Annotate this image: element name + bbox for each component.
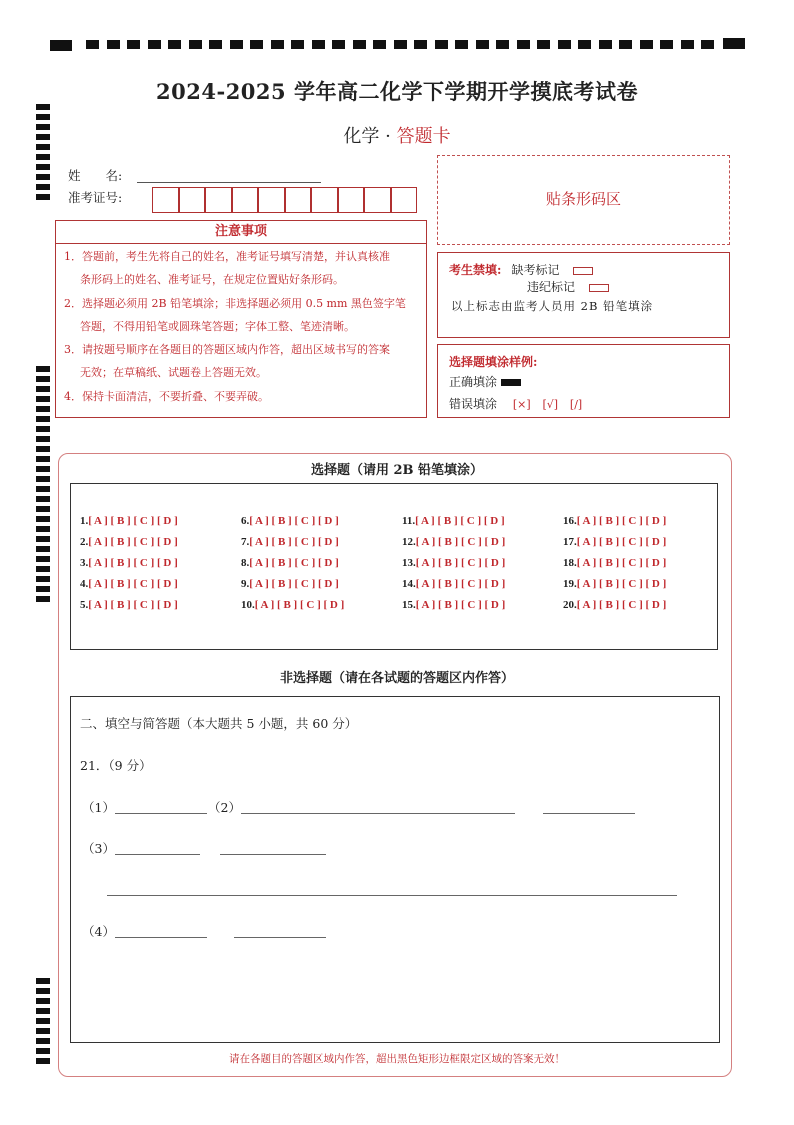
answer-bubbles[interactable]: [ A ] [ B ] [ C ] [ D ] <box>249 536 339 548</box>
timing-mark <box>36 164 50 170</box>
timing-mark <box>36 586 50 592</box>
filled-sample-icon <box>501 379 521 386</box>
question-number: 15. <box>402 599 416 611</box>
timing-mark <box>517 40 530 49</box>
nonchoice-heading: 非选择题（请在各试题的答题区内作答） <box>279 671 514 686</box>
choice-question[interactable] <box>563 578 666 590</box>
timing-mark <box>455 40 468 49</box>
timing-mark <box>36 446 50 452</box>
timing-mark <box>36 998 50 1004</box>
notice-item <box>64 338 420 384</box>
question-number: 3. <box>80 557 89 569</box>
question-number: 14. <box>402 578 416 590</box>
part-1-label: （1） <box>82 800 115 815</box>
answer-bubbles[interactable]: [ A ] [ B ] [ C ] [ D ] <box>88 536 178 548</box>
timing-mark <box>36 596 50 602</box>
id-digit-box[interactable] <box>152 187 179 213</box>
sample-title: 选择题填涂样例: <box>449 355 538 369</box>
answer-line-4a[interactable] <box>115 937 207 938</box>
answer-bubbles[interactable]: [ A ] [ B ] [ C ] [ D ] <box>415 515 505 527</box>
id-digit-box[interactable] <box>285 187 312 213</box>
choice-question[interactable] <box>80 599 178 611</box>
footer-warning: 请在各题目的答题区域内作答，超出黑色矩形边框限定区域的答案无效！ <box>229 1053 565 1065</box>
choice-question[interactable] <box>563 557 666 569</box>
notice-text: 2．选择题必须用 2B 铅笔填涂；非选择题必须用 0.5 mm 黑色签字笔 <box>64 296 406 310</box>
question-number: 16. <box>563 515 577 527</box>
card-label: 答题卡 <box>396 126 451 147</box>
timing-mark <box>36 566 50 572</box>
timing-mark <box>189 40 202 49</box>
choice-question[interactable] <box>402 557 505 569</box>
forbidden-note: 以上标志由监考人员用 2B 铅笔填涂 <box>451 299 654 313</box>
timing-mark <box>271 40 284 49</box>
id-digit-box[interactable] <box>364 187 391 213</box>
timing-mark <box>394 40 407 49</box>
wrong-mark-check: [√] <box>542 398 559 411</box>
answer-bubbles[interactable]: [ A ] [ B ] [ C ] [ D ] <box>254 599 345 611</box>
timing-mark <box>353 40 366 49</box>
timing-mark <box>660 40 673 49</box>
timing-mark <box>36 576 50 582</box>
timing-mark <box>36 376 50 382</box>
timing-mark <box>36 988 50 994</box>
answer-line-3c[interactable] <box>107 895 677 896</box>
timing-mark <box>36 184 50 190</box>
question-number: 13. <box>402 557 416 569</box>
choice-question[interactable] <box>241 578 339 590</box>
timing-mark <box>435 40 448 49</box>
wrong-mark-slash: [/] <box>569 398 583 411</box>
name-field[interactable] <box>137 182 321 183</box>
part-4-label: （4） <box>82 924 115 939</box>
question-number: 20. <box>563 599 577 611</box>
question-number: 18. <box>563 557 577 569</box>
timing-mark <box>640 40 653 49</box>
question-number: 7. <box>241 536 250 548</box>
answer-bubbles[interactable]: [ A ] [ B ] [ C ] [ D ] <box>576 557 667 569</box>
timing-mark <box>50 40 72 51</box>
choice-question[interactable] <box>563 536 666 548</box>
id-digit-box[interactable] <box>311 187 338 213</box>
timing-mark <box>148 40 161 49</box>
answer-line-4b[interactable] <box>234 937 326 938</box>
id-label: 准考证号: <box>68 190 123 205</box>
timing-mark <box>681 40 694 49</box>
choice-question[interactable] <box>80 557 178 569</box>
choice-question[interactable] <box>241 599 344 611</box>
subject-label: 化学 · <box>343 126 397 147</box>
sample-box <box>437 344 730 418</box>
timing-mark <box>209 40 222 49</box>
answer-bubbles[interactable]: [ A ] [ B ] [ C ] [ D ] <box>88 578 178 590</box>
question-number: 8. <box>241 557 250 569</box>
timing-mark <box>723 38 745 49</box>
answer-line-3b[interactable] <box>220 854 326 855</box>
id-digit-box[interactable] <box>391 187 418 213</box>
timing-mark <box>36 556 50 562</box>
timing-mark <box>127 40 140 49</box>
section-title: 二、填空与简答题（本大题共 5 小题，共 60 分） <box>80 716 358 731</box>
timing-mark <box>36 416 50 422</box>
answer-bubbles[interactable]: [ A ] [ B ] [ C ] [ D ] <box>415 578 506 590</box>
timing-mark <box>414 40 427 49</box>
answer-bubbles[interactable]: [ A ] [ B ] [ C ] [ D ] <box>576 599 667 611</box>
choice-question[interactable] <box>80 515 178 527</box>
choice-heading: 选择题（请用 2B 铅笔填涂） <box>310 463 484 478</box>
timing-mark <box>36 1028 50 1034</box>
choice-question[interactable] <box>402 515 505 527</box>
timing-mark <box>36 436 50 442</box>
answer-line-3a[interactable] <box>115 854 200 855</box>
timing-mark <box>36 1008 50 1014</box>
timing-mark <box>701 40 714 49</box>
id-digit-box[interactable] <box>179 187 206 213</box>
question-number: 6. <box>241 515 250 527</box>
notice-title: 注意事项 <box>56 221 426 244</box>
answer-line-1[interactable] <box>115 813 207 814</box>
timing-mark <box>36 386 50 392</box>
timing-mark <box>36 114 50 120</box>
timing-mark <box>36 1018 50 1024</box>
choice-question[interactable] <box>241 536 339 548</box>
answer-line-2b[interactable] <box>543 813 635 814</box>
timing-mark <box>36 366 50 372</box>
timing-mark <box>36 516 50 522</box>
part-3-label: （3） <box>82 841 115 856</box>
timing-mark <box>36 154 50 160</box>
choice-question[interactable] <box>241 557 339 569</box>
question-number: 10. <box>241 599 255 611</box>
forbidden-label: 考生禁填: <box>449 263 502 277</box>
name-label: 姓 名: <box>68 168 123 183</box>
timing-mark <box>36 978 50 984</box>
timing-mark <box>36 506 50 512</box>
choice-question[interactable] <box>80 578 178 590</box>
timing-mark <box>373 40 386 49</box>
choice-question[interactable] <box>241 515 339 527</box>
answer-bubbles[interactable]: [ A ] [ B ] [ C ] [ D ] <box>88 599 178 611</box>
question-number: 5. <box>80 599 89 611</box>
timing-mark <box>619 40 632 49</box>
timing-mark <box>291 40 304 49</box>
notice-text: 1．答题前，考生先将自己的姓名，准考证号填写清楚，并认真核准 <box>64 250 390 263</box>
forbidden-box <box>437 252 730 338</box>
id-digit-box[interactable] <box>338 187 365 213</box>
answer-bubbles[interactable]: [ A ] [ B ] [ C ] [ D ] <box>249 578 339 590</box>
answer-bubbles[interactable]: [ A ] [ B ] [ C ] [ D ] <box>576 536 667 548</box>
answer-bubbles[interactable]: [ A ] [ B ] [ C ] [ D ] <box>576 578 667 590</box>
timing-mark <box>36 546 50 552</box>
wrong-mark-x: [×] <box>512 398 531 411</box>
answer-bubbles[interactable]: [ A ] [ B ] [ C ] [ D ] <box>576 515 667 527</box>
part-2-label: （2） <box>208 800 241 815</box>
question-number: 2. <box>80 536 89 548</box>
timing-mark <box>36 426 50 432</box>
notice-text: 无效；在草稿纸、试题卷上答题无效。 <box>80 366 267 379</box>
timing-mark <box>250 40 263 49</box>
timing-mark <box>476 40 489 49</box>
answer-bubbles[interactable]: [ A ] [ B ] [ C ] [ D ] <box>249 515 339 527</box>
timing-mark <box>332 40 345 49</box>
answer-line-2a[interactable] <box>241 813 515 814</box>
timing-mark <box>36 526 50 532</box>
id-digit-box[interactable] <box>232 187 259 213</box>
notice-item <box>64 385 420 408</box>
timing-mark <box>36 174 50 180</box>
nonchoice-box <box>70 696 720 1043</box>
question-21: 21．（9 分） <box>80 758 152 773</box>
timing-mark <box>558 40 571 49</box>
choice-question[interactable] <box>402 578 505 590</box>
answer-bubbles[interactable]: [ A ] [ B ] [ C ] [ D ] <box>415 536 506 548</box>
notice-text: 答题，不得用铅笔或圆珠笔答题；字体工整、笔迹清晰。 <box>80 319 355 333</box>
timing-mark <box>168 40 181 49</box>
timing-mark <box>496 40 509 49</box>
card-subtitle <box>0 122 794 148</box>
timing-mark <box>36 194 50 200</box>
answer-bubbles[interactable]: [ A ] [ B ] [ C ] [ D ] <box>415 599 506 611</box>
timing-mark <box>36 496 50 502</box>
answer-bubbles[interactable]: [ A ] [ B ] [ C ] [ D ] <box>415 557 506 569</box>
notice-text: 3．请按题号顺序在各题目的答题区域内作答，超出区域书写的答案 <box>64 343 390 356</box>
barcode-area: 贴条形码区 <box>437 155 730 245</box>
timing-mark <box>537 40 550 49</box>
notice-item <box>64 245 420 291</box>
answer-bubbles[interactable]: [ A ] [ B ] [ C ] [ D ] <box>88 515 178 527</box>
id-digit-box[interactable] <box>205 187 232 213</box>
choice-question[interactable] <box>563 515 666 527</box>
timing-mark <box>86 40 99 49</box>
exam-title: 2024-2025 学年高二化学下学期开学摸底考试卷 <box>156 79 638 104</box>
id-digit-box[interactable] <box>258 187 285 213</box>
timing-mark <box>230 40 243 49</box>
choice-question[interactable] <box>402 536 505 548</box>
notice-item <box>64 292 420 338</box>
timing-mark <box>312 40 325 49</box>
timing-mark <box>36 486 50 492</box>
question-number: 9. <box>241 578 250 590</box>
question-number: 4. <box>80 578 89 590</box>
question-number: 19. <box>563 578 577 590</box>
timing-mark <box>578 40 591 49</box>
choice-question[interactable] <box>402 599 505 611</box>
question-number: 11. <box>402 515 416 527</box>
question-number: 12. <box>402 536 416 548</box>
correct-label: 正确填涂 <box>449 375 498 389</box>
violation-label: 违纪标记 <box>527 280 576 294</box>
notice-box <box>55 220 427 418</box>
notice-text: 4．保持卡面清洁，不要折叠、不要弄破。 <box>64 389 269 403</box>
question-number: 17. <box>563 536 577 548</box>
wrong-label: 错误填涂 <box>449 397 498 411</box>
notice-text: 条形码上的姓名、准考证号，在规定位置贴好条形码。 <box>80 273 344 286</box>
absent-mark-box[interactable] <box>573 267 593 275</box>
question-number: 1. <box>80 515 89 527</box>
timing-mark <box>36 1038 50 1044</box>
timing-mark <box>36 396 50 402</box>
absent-label: 缺考标记 <box>511 263 560 277</box>
answer-bubbles[interactable]: [ A ] [ B ] [ C ] [ D ] <box>249 557 339 569</box>
choice-question[interactable] <box>563 599 666 611</box>
choice-question[interactable] <box>80 536 178 548</box>
timing-mark <box>36 536 50 542</box>
violation-mark-box[interactable] <box>589 284 609 292</box>
answer-bubbles[interactable]: [ A ] [ B ] [ C ] [ D ] <box>88 557 178 569</box>
timing-mark <box>599 40 612 49</box>
timing-mark <box>36 406 50 412</box>
timing-mark <box>107 40 120 49</box>
